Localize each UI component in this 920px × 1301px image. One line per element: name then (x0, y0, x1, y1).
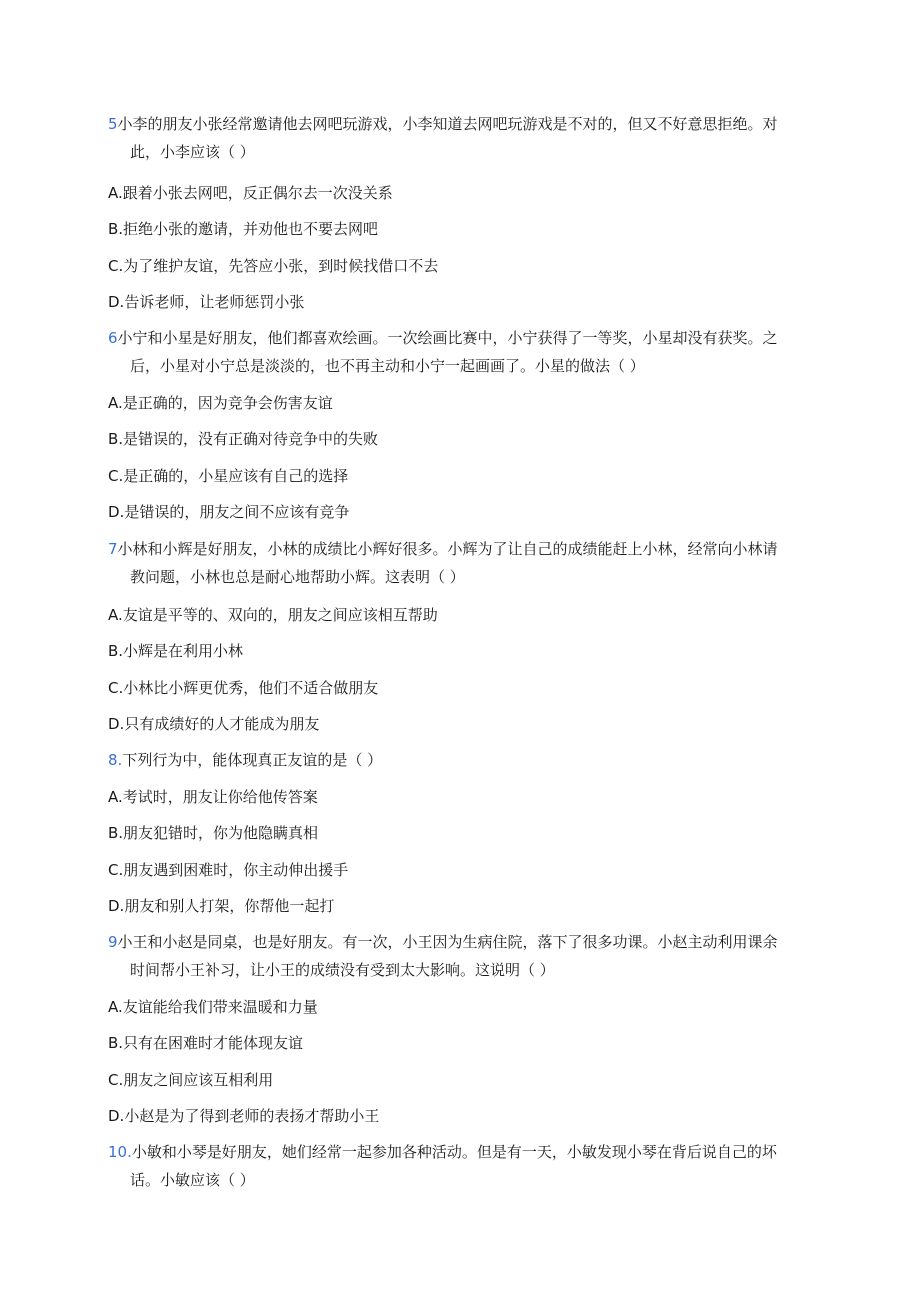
question-number: 10. (108, 1143, 132, 1161)
question-8 (108, 746, 808, 774)
option-b: B.只有在困难时才能体现友谊 (108, 1034, 304, 1052)
option-b: B.是错误的，没有正确对待竞争中的失败 (108, 430, 379, 448)
question-5 (108, 110, 808, 166)
option-b: B.拒绝小张的邀请，并劝他也不要去网吧 (108, 220, 379, 238)
option-a: A.跟着小张去网吧，反正偶尔去一次没关系 (108, 184, 393, 202)
question-number: 9 (108, 933, 118, 951)
option-d: D.是错误的，朋友之间不应该有竞争 (108, 503, 350, 521)
option-c: C.朋友之间应该互相利用 (108, 1071, 274, 1089)
option-c: C.为了维护友谊，先答应小张，到时候找借口不去 (108, 257, 439, 275)
question-9 (108, 928, 808, 984)
question-6 (108, 324, 808, 380)
question-text: 小敏和小琴是好朋友，她们经常一起参加各种活动。但是有一天，小敏发现小琴在背后说自己的坏 (131, 1143, 777, 1161)
question-text: 小林和小辉是好朋友，小林的成绩比小辉好很多。小辉为了让自己的成绩能赶上小林，经常向小林请 (117, 540, 778, 558)
option-a: A.友谊是平等的、双向的，朋友之间应该相互帮助 (108, 606, 438, 624)
question-text-continued: 此，小李应该（ ） (130, 143, 255, 161)
question-text-continued: 时间帮小王补习，让小王的成绩没有受到太大影响。这说明（ ） (130, 961, 555, 979)
option-b: B.小辉是在利用小林 (108, 642, 244, 660)
option-d: D.告诉老师，让老师惩罚小张 (108, 293, 305, 311)
option-d: D.只有成绩好的人才能成为朋友 (108, 715, 320, 733)
option-d: D.小赵是为了得到老师的表扬才帮助小王 (108, 1107, 380, 1125)
option-a: A.友谊能给我们带来温暖和力量 (108, 998, 318, 1016)
option-a: A.考试时，朋友让你给他传答案 (108, 788, 318, 806)
question-text: 小王和小赵是同桌，也是好朋友。有一次，小王因为生病住院，落下了很多功课。小赵主动利用课余 (117, 933, 778, 951)
question-10 (108, 1138, 808, 1194)
question-text: 下列行为中，能体现真正友谊的是（ ） (122, 751, 383, 769)
question-text-continued: 后，小星对小宁总是淡淡的，也不再主动和小宁一起画画了。小星的做法（ ） (130, 357, 645, 375)
question-text-continued: 话。小敏应该（ ） (130, 1171, 255, 1189)
option-a: A.是正确的，因为竞争会伤害友谊 (108, 394, 333, 412)
option-c: C.朋友遇到困难时，你主动伸出援手 (108, 861, 349, 879)
option-d: D.朋友和别人打架，你帮他一起打 (108, 897, 335, 915)
question-text-continued: 教问题，小林也总是耐心地帮助小辉。这表明（ ） (130, 568, 465, 586)
option-c: C.小林比小辉更优秀，他们不适合做朋友 (108, 679, 379, 697)
question-7 (108, 535, 808, 591)
question-text: 小李的朋友小张经常邀请他去网吧玩游戏，小李知道去网吧玩游戏是不对的，但又不好意思拒绝。对 (117, 115, 778, 133)
question-text: 小宁和小星是好朋友，他们都喜欢绘画。一次绘画比赛中，小宁获得了一等奖，小星却没有获奖。之 (117, 329, 778, 347)
question-number: 7 (108, 540, 118, 558)
question-number: 6 (108, 329, 118, 347)
option-b: B.朋友犯错时，你为他隐瞒真相 (108, 824, 319, 842)
option-c: C.是正确的，小星应该有自己的选择 (108, 467, 349, 485)
question-number: 5 (108, 115, 118, 133)
question-number: 8. (108, 751, 123, 769)
